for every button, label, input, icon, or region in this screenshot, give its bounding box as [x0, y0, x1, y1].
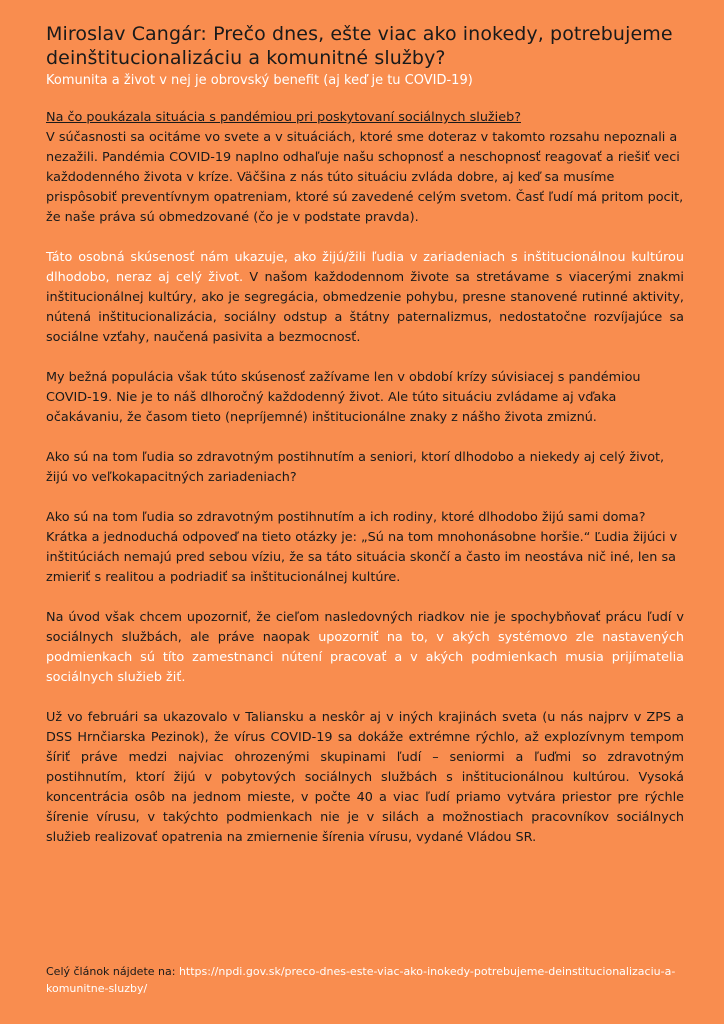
spacer: [46, 488, 684, 508]
article-subtitle: Komunita a život v nej je obrovský benefit (aj keď je tu COVID-19): [46, 73, 473, 88]
section-heading: Na čo poukázala situácia s pandémiou pri poskytovaní sociálnych služieb?: [46, 110, 521, 125]
spacer: [46, 348, 684, 368]
paragraph-6-start: Na úvod však chcem upozorniť, že cieľom nasledovných riadkov nie je spochybňovať prácu ľudí v sociálnych službách, ale práve naopak: [46, 610, 684, 645]
spacer: [46, 688, 684, 708]
paragraph-1: V súčasnosti sa ocitáme vo svete a v situáciách, ktoré sme doteraz v takomto rozsahu nepoznali a nezažili. Pandémia COVID-19 naplno odhaľuje našu schopnosť a neschopnosť reagovať a riešiť veci každodenného života v kríze. Väčšina z nás túto situáciu zvláda dobre, aj keď sa musíme prispôsobiť preventívnym opatreniam, ktoré sú zavedené celým svetom. Časť ľudí má pritom pocit, že naše práva sú obmedzované (čo je v podstate pravda).: [46, 130, 684, 225]
paragraph-2-highlight: Táto osobná skúsenosť nám ukazuje, ako žijú/žili ľudia v zariadeniach s inštitucionálnou kultúrou dlhodobo, neraz aj celý život.: [46, 250, 684, 285]
spacer: [46, 228, 684, 248]
paragraph-3: My bežná populácia však túto skúsenosť zažívame len v období krízy súvisiacej s pandémiou COVID-19. Nie je to náš dlhoročný každodenný život. Ale túto situáciu zvládame aj vďaka očakávaniu, že časom tieto (nepríjemné) inštitucionálne znaky z nášho života zmiznú.: [46, 370, 641, 425]
paragraph-2: [46, 248, 684, 348]
footer: [46, 963, 686, 997]
paragraph-4: Ako sú na tom ľudia so zdravotným postihnutím a seniori, ktorí dlhodobo a niekedy aj celý život, žijú vo veľkokapacitných zariadeniach?: [46, 450, 665, 485]
spacer: [46, 90, 684, 108]
spacer: [46, 428, 684, 448]
spacer: [46, 588, 684, 608]
footer-label: Celý článok nájdete na:: [46, 965, 179, 978]
paragraph-6: [46, 608, 684, 688]
paragraph-5-answer: Krátka a jednoduchá odpoveď na tieto otázky je: „Sú na tom mnohonásobne horšie.“ Ľudia žijúci v inštitúciách nemajú pred sebou víziu, že sa táto situácia skončí a často im neostáva nič iné, len sa zmieriť s realitou a podriadiť sa inštitucionálnej kultúre.: [46, 530, 678, 585]
article-link[interactable]: https://npdi.gov.sk/preco-dnes-este-viac-ako-inokedy-potrebujeme-deinstitucionalizaciu-a-komunitne-sluzby/: [46, 965, 676, 995]
paragraph-7: Už vo februári sa ukazovalo v Taliansku a neskôr aj v iných krajinách sveta (u nás najprv v ZPS a DSS Hrnčiarska Pezinok), že vírus COVID-19 sa dokáže extrémne rýchlo, až explozívnym tempom šíriť práve medzi najviac ohrozenými skupinami ľudí – seniormi a ľuďmi so zdravotným postihnutím, ktorí žijú v pobytových sociálnych službách s inštitucionálnou kultúrou. Vysoká koncentrácia osôb na jednom mieste, v počte 40 a viac ľudí priamo vytvára priestor pre rýchle šírenie vírusu, v takýchto podmienkach nie je v silách a možnostiach pracovníkov sociálnych služieb realizovať opatrenia na zmiernenie šírenia vírusu, vydané Vládou SR.: [46, 710, 684, 845]
article-title: Miroslav Cangár: Prečo dnes, ešte viac ako inokedy, potrebujeme deinštitucionalizáciu a komunitné služby?: [46, 23, 673, 69]
article-body: [46, 108, 684, 848]
paragraph-6-highlight: upozorniť na to, v akých systémovo zle nastavených podmienkach sú títo zamestnanci nútení pracovať a v akých podmienkach musia prijímatelia sociálnych služieb žiť.: [46, 630, 685, 685]
paragraph-2-rest: V našom každodennom živote sa stretávame s viacerými znakmi inštitucionálnej kultúry, ako je segregácia, obmedzenie pohybu, presne stanovené rutinné aktivity, nútená inštitucionalizácia, sociálny odstup a štátny paternalizmus, nedostatočne rozvíjajúce sa sociálne vzťahy, naučená pasivita a bezmocnosť.: [46, 270, 684, 345]
paragraph-5-question: Ako sú na tom ľudia so zdravotným postihnutím a ich rodiny, ktoré dlhodobo žijú sami doma?: [46, 510, 646, 525]
